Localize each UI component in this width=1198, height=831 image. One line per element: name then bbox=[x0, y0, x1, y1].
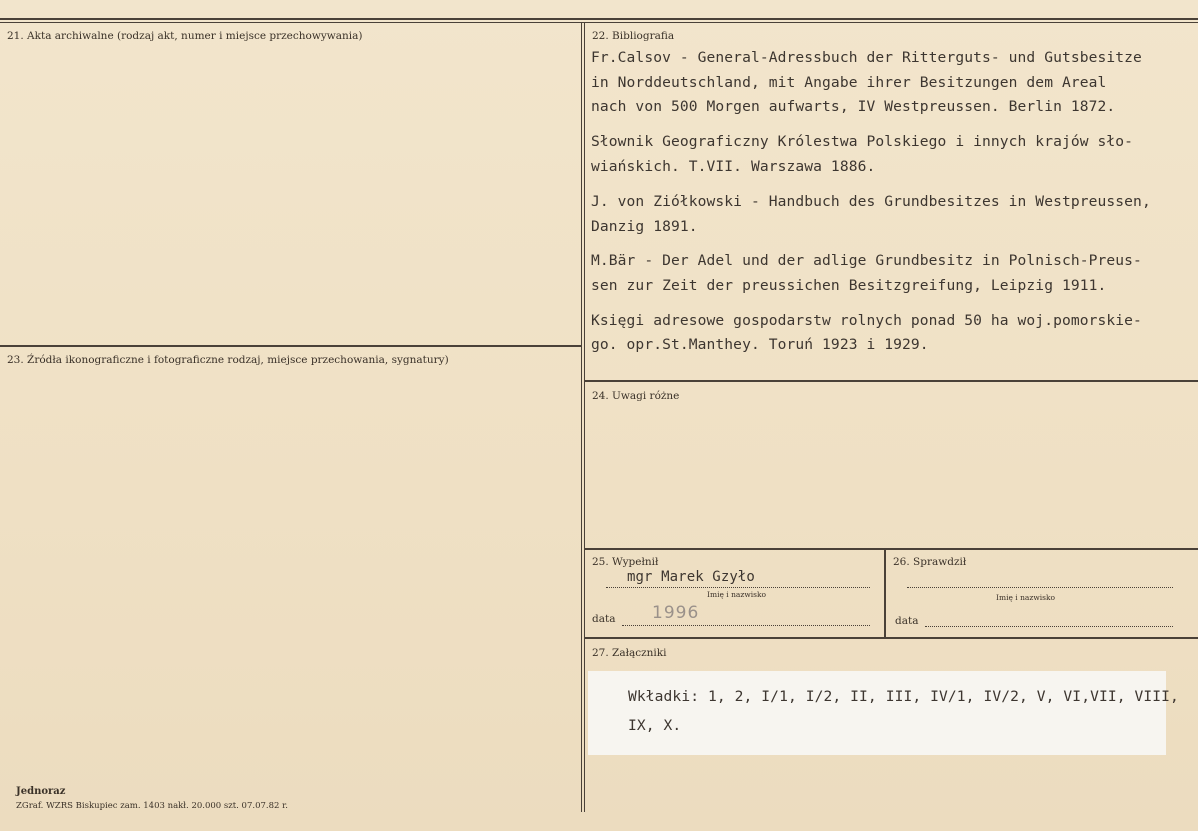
divider-25-26 bbox=[884, 549, 886, 638]
checked-by-name-line bbox=[907, 587, 1173, 588]
section-23-label: 23. Źródła ikonograficzne i fotograficzne rodzaj, miejsce przechowania, sygnatury) bbox=[7, 354, 449, 366]
attachments-line-1: Wkładki: 1, 2, I/1, I/2, II, III, IV/1, IV/2, V, VI,VII, VIII, bbox=[628, 688, 1179, 705]
right-divider-24-25 bbox=[584, 548, 1198, 550]
filled-by-name: mgr Marek Gzyło bbox=[627, 569, 755, 585]
checked-by-date-label: data bbox=[895, 615, 919, 627]
right-divider-22-24 bbox=[584, 380, 1198, 382]
section-25-label: 25. Wypełnił bbox=[592, 556, 659, 568]
bibliography-line-1: Fr.Calsov - General-Adressbuch der Ritterguts- und Gutsbesitze bbox=[591, 49, 1142, 66]
attachments-line-2: IX, X. bbox=[628, 717, 682, 734]
bibliography-line-11: go. opr.St.Manthey. Toruń 1923 i 1929. bbox=[591, 336, 929, 353]
center-divider-2 bbox=[584, 22, 585, 812]
center-divider bbox=[581, 22, 582, 812]
section-24-label: 24. Uwagi różne bbox=[592, 390, 680, 402]
top-rule-inner bbox=[0, 22, 1198, 23]
filled-by-date-value: 1996 bbox=[652, 603, 700, 623]
checked-by-name-caption: Imię i nazwisko bbox=[996, 593, 1056, 602]
section-27-label: 27. Załączniki bbox=[592, 647, 667, 659]
footer-print-info: ZGraf. WZRS Biskupiec zam. 1403 nakł. 20.000 szt. 07.07.82 r. bbox=[16, 801, 288, 811]
filled-by-date-line bbox=[622, 625, 870, 626]
filled-by-date-label: data bbox=[592, 613, 616, 625]
section-21-label: 21. Akta archiwalne (rodzaj akt, numer i miejsce przechowywania) bbox=[7, 30, 363, 42]
checked-by-date-line bbox=[925, 626, 1173, 627]
filled-by-name-caption: Imię i nazwisko bbox=[707, 590, 767, 599]
bibliography-line-4: Słownik Geograficzny Królestwa Polskiego i innych krajów sło- bbox=[591, 133, 1134, 150]
top-rule bbox=[0, 18, 1198, 20]
bibliography-line-3: nach von 500 Morgen aufwarts, IV Westpreussen. Berlin 1872. bbox=[591, 98, 1116, 115]
bibliography-line-6: J. von Ziółkowski - Handbuch des Grundbesitzes in Westpreussen, bbox=[591, 193, 1151, 210]
section-26-label: 26. Sprawdził bbox=[893, 556, 967, 568]
bibliography-line-5: wiańskich. T.VII. Warszawa 1886. bbox=[591, 158, 876, 175]
bibliography-line-7: Danzig 1891. bbox=[591, 218, 698, 235]
bibliography-line-9: sen zur Zeit der preussichen Besitzgreifung, Leipzig 1911. bbox=[591, 277, 1107, 294]
bibliography-line-10: Księgi adresowe gospodarstw rolnych ponad 50 ha woj.pomorskie- bbox=[591, 312, 1142, 329]
filled-by-name-line bbox=[606, 587, 870, 588]
bibliography-line-8: M.Bär - Der Adel und der adlige Grundbesitz in Polnisch-Preus- bbox=[591, 252, 1142, 269]
attachments-insert bbox=[588, 671, 1179, 755]
right-divider-25-27 bbox=[584, 637, 1198, 639]
bibliography-line-2: in Norddeutschland, mit Angabe ihrer Besitzungen dem Areal bbox=[591, 74, 1107, 91]
section-22-label: 22. Bibliografia bbox=[592, 30, 675, 42]
footer-title: Jednoraz bbox=[16, 786, 66, 797]
left-section-divider bbox=[0, 345, 582, 347]
